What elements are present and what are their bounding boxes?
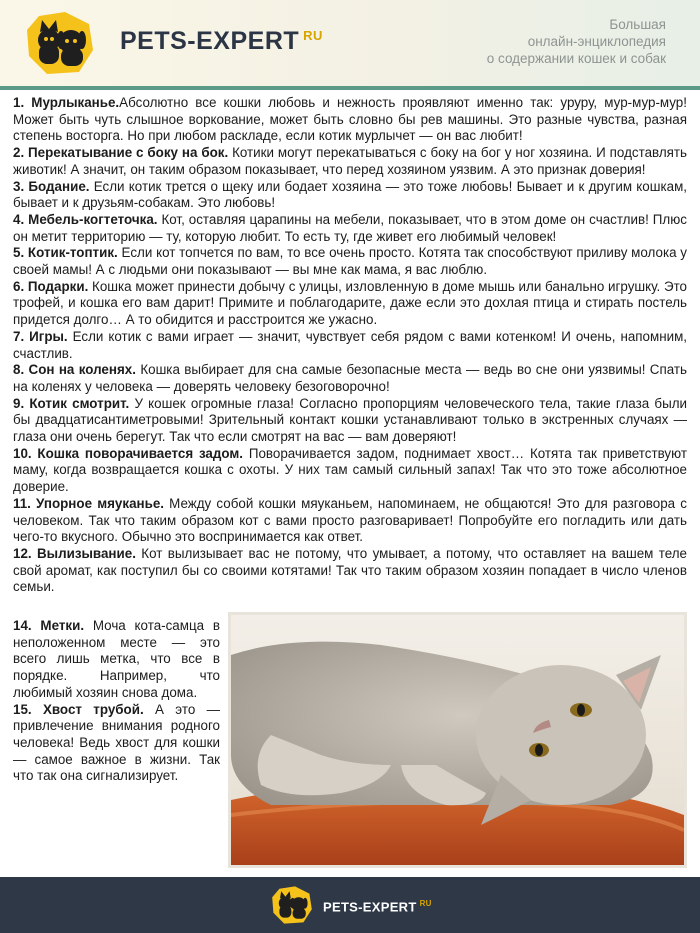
- brand-tld: RU: [303, 27, 323, 43]
- item-title: 10. Кошка поворачивается задом.: [13, 445, 244, 461]
- item-text: Кошка может принести добычу с улицы, изловленную в доме мышь или банально игрушку. Это трофей, и кошка его вам дарит! Примите и поблагодарите, даже если это дохлая птица и стирать постель придется долго… А то обидится и расстроится же ужасно.: [13, 278, 688, 328]
- item-text: Если кот топчется по вам, то все очень просто. Котята так способствуют приливу молока у своей мамы! А с людьми они показывают — вы мне как мама, я вас люблю.: [13, 245, 688, 278]
- list-item: [13, 145, 687, 178]
- item-title: 11. Упорное мяуканье.: [13, 495, 164, 511]
- item-text: Кошка выбирает для сна самые безопасные места — ведь во сне они уязвимы! Спать на коленях у человека — доверять человеку безоговорочно!: [13, 362, 687, 394]
- cat-dog-logo-icon[interactable]: [25, 10, 95, 76]
- list-item: [13, 329, 687, 362]
- item-title: 6. Подарки.: [13, 278, 89, 294]
- footer-brand-tld: RU: [419, 899, 432, 908]
- item-text: У кошек огромные глаза! Согласно пропорциям человеческого тела, такие глаза были бы двадцатисантиметровыми! Зрительный контакт кошки устанавливают только в экстренных случаях — глаза они очень берегут. Так что если смотрят на вас — вам доверяют!: [13, 395, 687, 445]
- footer-brand-text: PETS-EXPERT: [323, 899, 417, 915]
- item-title: 1. Мурлыканье.: [13, 95, 120, 110]
- list-item: [13, 396, 687, 446]
- item-text: Если котик с вами играет — значит, чувствует себя рядом с вами котенком! И очень, напомним, счастлив.: [13, 328, 687, 361]
- item-title: 4. Мебель-когтеточка.: [13, 211, 158, 227]
- article-body: [13, 95, 687, 596]
- cat-photo: [228, 612, 687, 868]
- item-text: Кот, оставляя царапины на мебели, показывает, что в этом доме он счастлив! Плюс он метит территорию — ту, которую любит. То есть ту, где живет его любимый человек!: [13, 211, 687, 244]
- item-title: 7. Игры.: [13, 328, 68, 344]
- cat-dog-logo-icon[interactable]: [271, 885, 313, 925]
- item-title: 2. Перекатывание с боку на бок.: [13, 145, 229, 161]
- header-divider: [0, 86, 700, 90]
- item-title: 9. Котик смотрит.: [13, 395, 130, 411]
- item-text: Поворачивается задом, поднимает хвост… Котята так приветствуют маму, когда возвращается кошка с охоты. У них там самый сильный запах! Так что это тоже абсолютное доверие.: [13, 445, 688, 495]
- item-title: 15. Хвост трубой.: [13, 701, 144, 717]
- site-header: [0, 0, 700, 86]
- brand-name-text: PETS-EXPERT: [120, 27, 300, 55]
- article-side-text: [13, 618, 220, 785]
- list-item: [13, 95, 687, 145]
- list-item: [13, 446, 687, 496]
- list-item: [13, 496, 687, 546]
- list-item: [13, 279, 687, 329]
- list-item: [13, 212, 687, 245]
- item-text: Кот вылизывает вас не потому, что умывает, а потому, что оставляет на вашем теле свой аромат, как поступил бы со своими котятами! Так что таким образом хозяин попадает в число членов семьи.: [13, 545, 687, 595]
- item-text: Котики могут перекатываться с боку на бог у ног хозяина. И подставлять животик! А значит, он таким образом показывает, что перед хозяином уязвим. А это признак доверия!: [13, 145, 687, 177]
- site-tagline: [346, 16, 666, 67]
- list-item: [13, 618, 220, 702]
- brand-name[interactable]: [120, 27, 323, 56]
- tagline-line: о содержании кошек и собак: [486, 51, 666, 66]
- item-text: Если котик трется о щеку или бодает хозяина — это тоже любовь! Бывает и к другим кошкам, бывает и к друзьям-собакам. Это любовь!: [13, 178, 687, 211]
- tagline-line: Большая: [609, 17, 666, 32]
- item-text: Между собой кошки мяуканьем, напоминаем, не общаются! Это для разговора с человеком. Так что таким образом кот с вами просто разговаривает! Попробуйте его погладить или дать чего-то вкусного. Обычно это воспринимается как ответ.: [13, 495, 687, 545]
- item-title: 12. Вылизывание.: [13, 545, 136, 561]
- item-title: 3. Бодание.: [13, 178, 90, 194]
- item-text: Моча кота-самца в неположенном месте — это всего лишь метка, что все в порядке. Например, что любимый хозяин снова дома.: [13, 618, 220, 700]
- item-title: 14. Метки.: [13, 618, 85, 633]
- article-media-block: [13, 618, 687, 870]
- site-footer: [0, 877, 700, 933]
- item-text: А это — привлечение внимания родного человека! Ведь хвост для кошки — самое важное в жизни. Так что так она сигнализирует.: [13, 701, 221, 784]
- item-text: Абсолютно все кошки любовь и нежность проявляют именно так: уруру, мур-мур-мур! Может быть чуть слышное воркование, может быть словно бы рев машины. Это разные чувства, разная степень восторга. Но при любом раскладе, если котик мурлычет — он вас любит!: [13, 95, 687, 144]
- list-item: [13, 702, 220, 786]
- footer-brand-name[interactable]: [323, 899, 432, 914]
- list-item: [13, 179, 687, 212]
- list-item: [13, 362, 687, 395]
- list-item: [13, 546, 687, 596]
- item-title: 8. Сон на коленях.: [13, 362, 136, 378]
- item-title: 5. Котик-топтик.: [13, 245, 118, 261]
- tagline-line: онлайн-энциклопедия: [527, 34, 666, 49]
- list-item: [13, 245, 687, 278]
